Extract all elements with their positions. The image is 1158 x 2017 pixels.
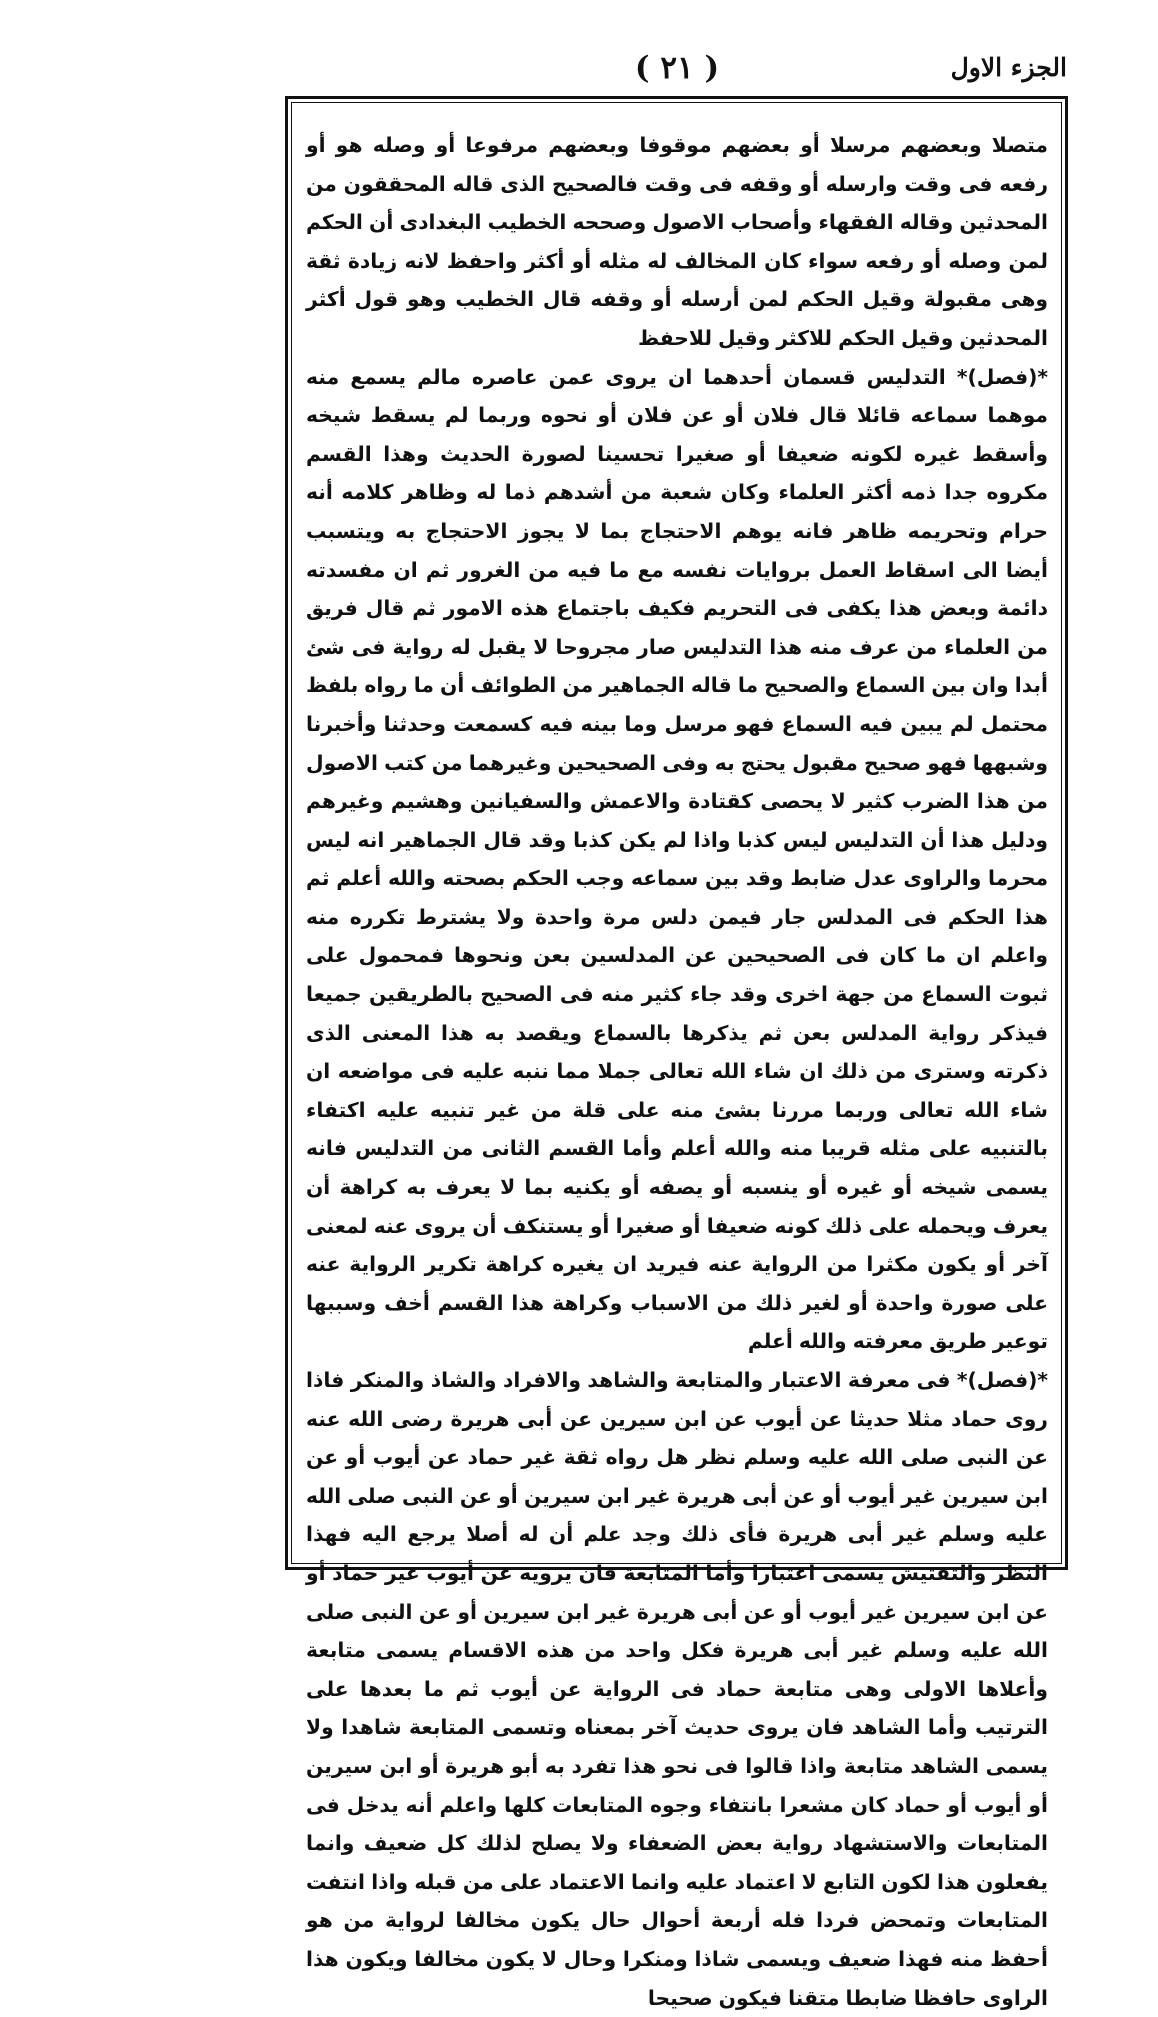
text-body [306,126,1048,2017]
paragraph: *(فصل)* فى معرفة الاعتبار والمتابعة والشاهد والافراد والشاذ والمنكر فاذا روى حماد مثلا حديثا عن أيوب عن ابن سيرين عن أبى هريرة رضى الله عنه عن النبى صلى الله عليه وسلم نظر هل رواه ثقة غير حماد عن أيوب أو عن ابن سيرين غير أيوب أو عن أبى هريرة غير ابن سيرين أو عن النبى صلى الله عليه وسلم غير أبى هريرة فأى ذلك وجد علم أن له أصلا يرجع اليه فهذا النظر والتفتيش يسمى اعتبارا وأما المتابعة فان يرويه عن أيوب غير حماد أو عن ابن سيرين غير أيوب أو عن أبى هريرة غير ابن سيرين أو عن النبى صلى الله عليه وسلم غير أبى هريرة فكل واحد من هذه الاقسام يسمى متابعة وأعلاها الاولى وهى متابعة حماد فى الرواية عن أيوب ثم ما بعدها على الترتيب وأما الشاهد فان يروى حديث آخر بمعناه وتسمى المتابعة شاهدا ولا يسمى الشاهد متابعة واذا قالوا فى نحو هذا تفرد به أبو هريرة أو ابن سيرين أو أيوب أو حماد كان مشعرا بانتفاء وجوه المتابعات كلها واعلم أنه يدخل فى المتابعات والاستشهاد رواية بعض الضعفاء ولا يصلح لذلك كل ضعيف وانما يفعلون هذا لكون التابع لا اعتماد عليه وانما الاعتماد على من قبله واذا انتفت المتابعات وتمحض فردا فله أربعة أحوال حال يكون مخالفا لرواية من هو أحفظ منه فهذا ضعيف ويسمى شاذا ومنكرا وحال لا يكون مخالفا ويكون هذا الراوى حافظا ضابطا متقنا فيكون صحيحا [306,1368,1048,2010]
page-number: ( ٢١ ) [634,50,720,86]
paragraph: متصلا وبعضهم مرسلا أو بعضهم موقوفا وبعضهم مرفوعا أو وصله هو أو رفعه فى وقت وارسله أو وقفه فى وقت فالصحيح الذى قاله المحققون من المحدثين وقاله الفقهاء وأصحاب الاصول وصححه الخطيب البغدادى أن الحكم لمن وصله أو رفعه سواء كان المخالف له مثله أو أكثر واحفظ لانه زيادة ثقة وهى مقبولة وقيل الحكم لمن أرسله أو وقفه قال الخطيب وهو قول أكثر المحدثين وقيل الحكم للاكثر وقيل للاحفظ [306,133,1048,350]
paragraph: *(فصل)* التدليس قسمان أحدهما ان يروى عمن عاصره مالم يسمع منه موهما سماعه قائلا قال فلان أو عن فلان أو نحوه وربما لم يسقط شيخه وأسقط غيره لكونه ضعيفا أو صغيرا تحسينا لصورة الحديث وهذا القسم مكروه جدا ذمه أكثر العلماء وكان شعبة من أشدهم ذما له وظاهر كلامه أنه حرام وتحريمه ظاهر فانه يوهم الاحتجاج بما لا يجوز الاحتجاج به ويتسبب أيضا الى اسقاط العمل بروايات نفسه مع ما فيه من الغرور ثم ان مفسدته دائمة وبعض هذا يكفى فى التحريم فكيف باجتماع هذه الامور ثم قال فريق من العلماء من عرف منه هذا التدليس صار مجروحا لا يقبل له رواية فى شئ أبدا وان بين السماع والصحيح ما قاله الجماهير من الطوائف أن ما رواه بلفظ محتمل لم يبين فيه السماع فهو مرسل وما بينه فيه كسمعت وحدثنا وأخبرنا وشبهها فهو صحيح مقبول يحتج به وفى الصحيحين وغيرهما من كتب الاصول من هذا الضرب كثير لا يحصى كقتادة والاعمش والسفيانين وهشيم وغيرهم ودليل هذا أن التدليس ليس كذبا واذا لم يكن كذبا وقد قال الجماهير انه ليس محرما والراوى عدل ضابط وقد بين سماعه وجب الحكم بصحته والله أعلم ثم هذا الحكم فى المدلس جار فيمن دلس مرة واحدة ولا يشترط تكرره منه واعلم ان ما كان فى الصحيحين عن المدلسين بعن ونحوها فمحمول على ثبوت السماع من جهة اخرى وقد جاء كثير منه فى الصحيح بالطريقين جميعا فيذكر رواية المدلس بعن ثم يذكرها بالسماع ويقصد به هذا المعنى الذى ذكرته وسترى من ذلك ان شاء الله تعالى جملا مما ننبه عليه فى مواضعه ان شاء الله تعالى وربما مررنا بشئ منه على قلة من غير تنبيه عليه اكتفاء بالتنبيه على مثله قريبا منه والله أعلم وأما القسم الثانى من التدليس فانه يسمى شيخه أو غيره أو ينسبه أو يصفه أو يكنيه بما لا يعرف به كراهة أن يعرف ويحمله على ذلك كونه ضعيفا أو صغيرا أو يستنكف أن يروى عنه لمعنى آخر أو يكون مكثرا من الرواية عنه فيريد ان يغيره كراهة تكرير الرواية عنه على صورة واحدة أو لغير ذلك من الاسباب وكراهة هذا القسم أخف وسببها توعير طريق معرفته والله أعلم [306,364,1048,1354]
volume-label: الجزء الاول [950,53,1067,82]
page-header [287,46,1067,96]
